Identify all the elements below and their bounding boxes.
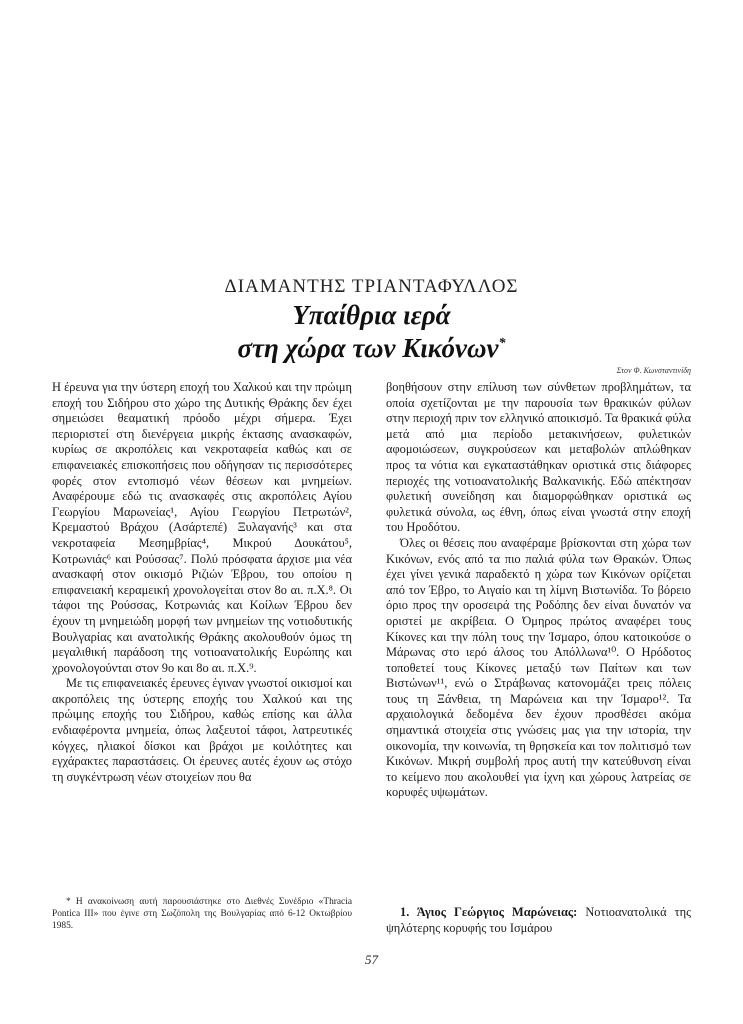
author-name: ΔΙΑΜΑΝΤΗΣ ΤΡΙΑΝΤΑΦΥΛΛΟΣ xyxy=(224,276,519,297)
article-title-line-1: Υπαίθρια ιερά xyxy=(292,300,451,330)
right-column xyxy=(386,380,691,801)
article-title-line-2-text: στη χώρα των Κικόνων xyxy=(237,333,499,363)
left-paragraph-1: Η έρευνα για την ύστερη εποχή του Χαλκού και την πρώιμη εποχή του Σιδήρου στο χώρο της Δυτικής Θράκης δεν έχει σημειώσει θεαματική πρόοδο μέχρι σήμερα. Έχει περιοριστεί στη διενέργεια μικρής έκτασης ανασκαφών, κυρίως σε ακροπόλεις και νεκροταφεία καθώς και σε επιφανειακές επισκοπήσεις που οδήγησαν τις περισσότερες φορές στον εντοπισμό νέων θέσεων και μνημείων. Αναφέρουμε εδώ τις ανασκαφές στις ακροπόλεις Αγίου Γεωργίου Μαρωνείας¹, Αγίου Γεωργίου Πετρωτών², Κρεμαστού Βράχου (Ασάρτεπέ) Ξυλαγανής³ και στα νεκροταφεία Μεσημβρίας⁴, Μικρού Δουκάτου⁵, Κοτρωνιάς⁶ και Ρούσσας⁷. Πολύ πρόσφατα άρχισε μια νέα ανασκαφή στον οικισμό Ριζιών Έβρου, του οποίου η επιφανειακή κεραμεική χρονολογείται στον 8ο αι. π.Χ.⁸. Οι τάφοι της Ρούσσας, Κοτρωνιάς και Κοίλων Έβρου δεν έχουν τη μνημειώδη μορφή των μνημείων της νοτιοδυτικής Βουλγαρίας και ανατολικής Θράκης ακολουθούν όμως τη μεγαλιθική παράδοση της νοτιοανατολικής Ευρώπης και χρονολογούνται στον 9ο και 8ο αι. π.Χ.⁹. xyxy=(52,380,352,675)
left-column xyxy=(52,380,352,785)
page-number: 57 xyxy=(365,952,378,967)
footnote xyxy=(52,896,352,933)
section-1-text: Νοτιοανατολικά της ψηλότερης κορυφής του Ισμάρου xyxy=(386,905,692,935)
title-footnote-mark: * xyxy=(498,336,506,351)
dedication: Στον Φ. Κωνσταντινίδη xyxy=(616,366,691,375)
article-title-line-2 xyxy=(0,333,743,364)
left-paragraph-2: Με τις επιφανειακές έρευνες έγιναν γνωστοί οικισμοί και ακροπόλεις της ύστερης εποχής του Χαλκού και της πρώιμης εποχής του Σιδήρου, καθώς επίσης και άλλα ενδιαφέροντα μνημεία, όπως λαξευτοί τάφοι, λατρευτικές κόγχες, ηλιακοί δίσκοι και βράχοι με κοιλότητες και εγχάρακτες παραστάσεις. Οι έρευνες αυτές έχουν ως στόχο τη συγκέντρωση νέων στοιχείων που θα xyxy=(52,676,352,784)
section-1 xyxy=(386,905,691,936)
right-paragraph-1: βοηθήσουν στην επίλυση των σύνθετων προβλημάτων, τα οποία σχετίζονται με την παρουσία των θρακικών φύλων στην περιοχή πριν τον ελληνικό αποικισμό. Τα θρακικά φύλα μετά από μια περίοδο μετακινήσεων, φυλετικών αφομοιώσεων, συγκρούσεων και μεταβολών απλώθηκαν προς τα νότια και εγκαταστάθηκαν οριστικά στις διάφορες περιοχές της νοτιοανατολικής Βαλκανικής. Εδώ απέκτησαν φυλετική συνείδηση και διαμορφώθηκαν οριστικά ως φυλετικά σύνολα, ως έθνη, όπως είναι γνωστά στην εποχή του Ηροδότου. xyxy=(386,380,691,535)
right-paragraph-2: Όλες οι θέσεις που αναφέραμε βρίσκονται στη χώρα των Κικόνων, ενός από τα πιο παλιά φύλα των Θρακών. Όπως έχει γίνει γενικά παραδεκτό η χώρα των Κικόνων ορίζεται από τον Έβρο, το Αιγαίο και τη λίμνη Βιστωνίδα. Το βόρειο όριο προς την οροσειρά της Ροδόπης δεν είναι δυνατόν να οριστεί με ακρίβεια. Ο Όμηρος πρώτος αναφέρει τους Κίκονες και την πόλη τους την Ίσμαρο, όπου κατοικούσε ο Μάρωνας στο ιερό άλσος του Απόλλωνα¹⁰. Ο Ηρόδοτος τοποθετεί τους Κίκονες μεταξύ των Παίτων και των Βιστώνων¹¹, ενώ ο Στράβωνας κατονομάζει τρεις πόλεις τους τη Ξάνθεια, τη Μαρώνεια και την Ίσμαρο¹². Τα αρχαιολογικά δεδομένα δεν έχουν προσθέσει ακόμα σημαντικά στοιχεία στις γνώσεις μας για την ιστορία, την οικονομία, την κοινωνία, τη θρησκεία και τον πολιτισμό των Κικόνων. Μικρή συμβολή προς αυτή την κατεύθυνση είναι το κείμενο που ακολουθεί για ίχνη και χώρους λατρείας σε κορυφές υψωμάτων. xyxy=(386,535,691,800)
footnote-text: * Η ανακοίνωση αυτή παρουσιάστηκε στο Διεθνές Συνέδριο «Thracia Pontica III» που έγινε στη Σωζόπολη της Βουλγαρίας από 6-12 Οκτωβρίου 1985. xyxy=(52,897,352,932)
section-1-paragraph xyxy=(386,905,691,936)
section-1-heading: 1. Άγιος Γεώργιος Μαρώνειας: xyxy=(400,905,578,919)
